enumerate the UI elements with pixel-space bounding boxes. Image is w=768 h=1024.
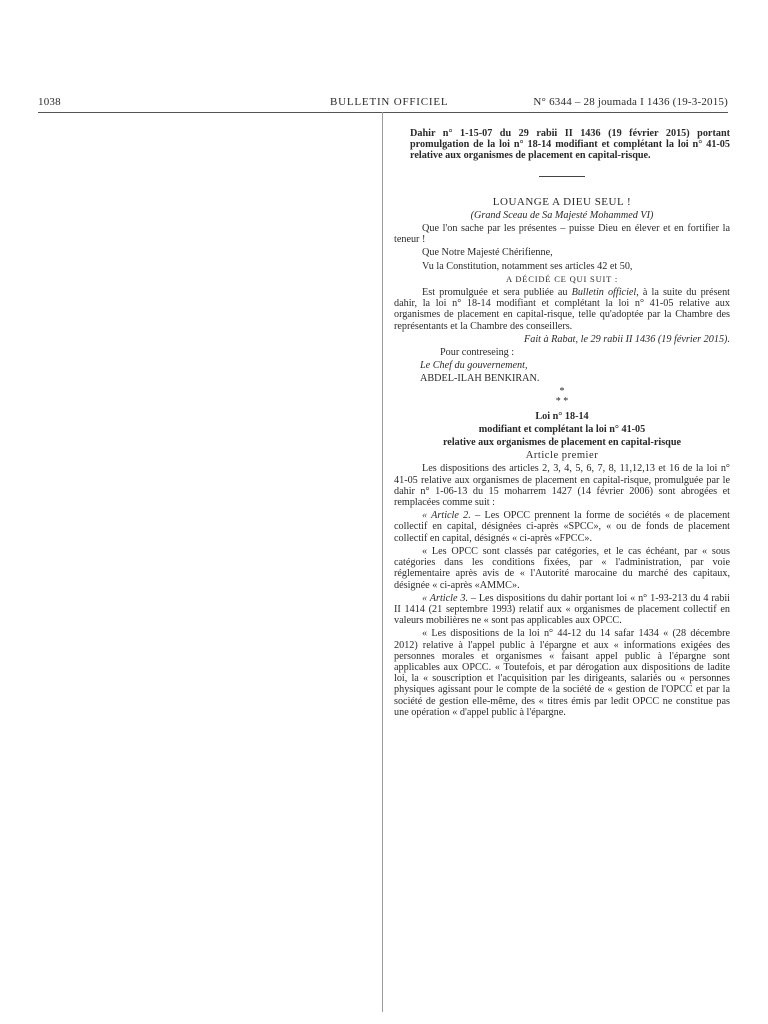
issue-reference: N° 6344 – 28 joumada I 1436 (19-3-2015)	[533, 96, 728, 108]
promulgation-paragraph	[394, 287, 730, 332]
publication-title: BULLETIN OFFICIEL	[330, 96, 449, 108]
bulletin-reference: Bulletin officiel	[571, 287, 637, 299]
separator-rule	[539, 176, 585, 177]
signature-name: ABDEL-ILAH BENKIRAN.	[420, 373, 540, 385]
intro-paragraph: Que l'on sache par les présentes – puisse Dieu en élever et en fortifier la teneur !	[394, 223, 730, 246]
chef-gouvernement: Le Chef du gouvernement,	[420, 360, 528, 372]
article-3-label: « Article 3.	[422, 592, 468, 604]
dahir-title: Dahir n° 1-15-07 du 29 rabii II 1436 (19 février 2015) portant promulgation de la loi n° 18-14 modifiant et complétant la loi n° 41-05 relative aux organismes de placement en capital-risque.	[410, 128, 730, 162]
loi-subtitle-2: relative aux organismes de placement en capital-risque	[442, 437, 682, 449]
header-rule	[38, 112, 728, 113]
asterism-top: *	[559, 385, 565, 397]
constitution-line: Vu la Constitution, notamment ses articles 42 et 50,	[422, 260, 633, 272]
loi-subtitle-1: modifiant et complétant la loi n° 41-05	[478, 423, 646, 435]
article-3-text: – Les dispositions du dahir portant loi « n° 1-93-213 du 4 rabii II 1414 (21 septembre 1993) relatif aux « organismes de placement collectif en valeurs mobilières ne « sont pas applicables aux OPCC.	[394, 592, 730, 627]
loi-title: Loi n° 18-14	[535, 410, 589, 422]
fait-a-rabat: Fait à Rabat, le 29 rabii II 1436 (19 février 2015).	[524, 333, 730, 345]
article-3-paragraph	[394, 593, 730, 627]
page-number: 1038	[38, 96, 61, 108]
article-2-text: – Les OPCC prennent la forme de sociétés « de placement collectif en capital, désignées ci-après «SPCC», « ou de fonds de placement collectif en capital, désignés « ci-après «FPCC».	[394, 510, 730, 544]
grand-sceau: (Grand Sceau de Sa Majesté Mohammed VI)	[470, 209, 654, 221]
page-header	[38, 96, 728, 112]
article-3-paragraph-2: « Les dispositions de la loi n° 44-12 du 14 safar 1434 « (28 décembre 2012) relative à l'appel public à l'épargne et aux « informations exigées des personnes morales et organismes « faisant appel public à l'épargne sont applicables aux OPCC. « Toutefois, et par dérogation aux dispositions de ladite loi, la « souscription et l'acquisition par les dirigeants, salariés ou « personnes physiques agissant pour le compte de la société de « gestion de l'OPCC et par la société de gestion elle-même, des « titres émis par ledit OPCC ne constitue pas une opération « d'appel public à l'épargne.	[394, 628, 730, 718]
promulgation-text-after: , à la suite du présent dahir, la loi n° 18-14 modifiant et complétant la loi n° 41-05 relative aux organismes de placement en capital-risque, telle qu'adoptée par la Chambre des représentants et la Chambre des conseillers.	[394, 287, 730, 332]
promulgation-text-before: Est promulguée et sera publiée au	[422, 287, 572, 299]
louange-heading: LOUANGE A DIEU SEUL !	[492, 195, 632, 208]
asterism-bottom: * *	[555, 395, 569, 407]
article-premier-heading: Article premier	[525, 450, 599, 462]
column-divider	[382, 112, 383, 1012]
decide-heading: A DÉCIDÉ CE QUI SUIT :	[505, 273, 619, 284]
article-premier-intro: Les dispositions des articles 2, 3, 4, 5, 6, 7, 8, 11,12,13 et 16 de la loi n° 41-05 relative aux organismes de placement en capital-risque, promulguée par le dahir n° 1-06-13 du 15 moharrem 1427 (14 février 2006) sont abrogées et remplacées comme suit :	[394, 463, 730, 509]
article-2-label: « Article 2.	[422, 510, 471, 522]
majeste-line: Que Notre Majesté Chérifienne,	[422, 247, 553, 259]
article-2-paragraph-2: « Les OPCC sont classés par catégories, et le cas échéant, par « sous catégories dans les conditions fixées, par « l'administration, par voie réglementaire après avis de « l'Autorité marocaine du marché des capitaux, désignée « ci-après «AMMC».	[394, 545, 730, 591]
contreseing-label: Pour contreseing :	[440, 347, 515, 359]
right-column	[394, 128, 730, 720]
asterism	[394, 387, 730, 407]
article-2-paragraph	[394, 510, 730, 544]
